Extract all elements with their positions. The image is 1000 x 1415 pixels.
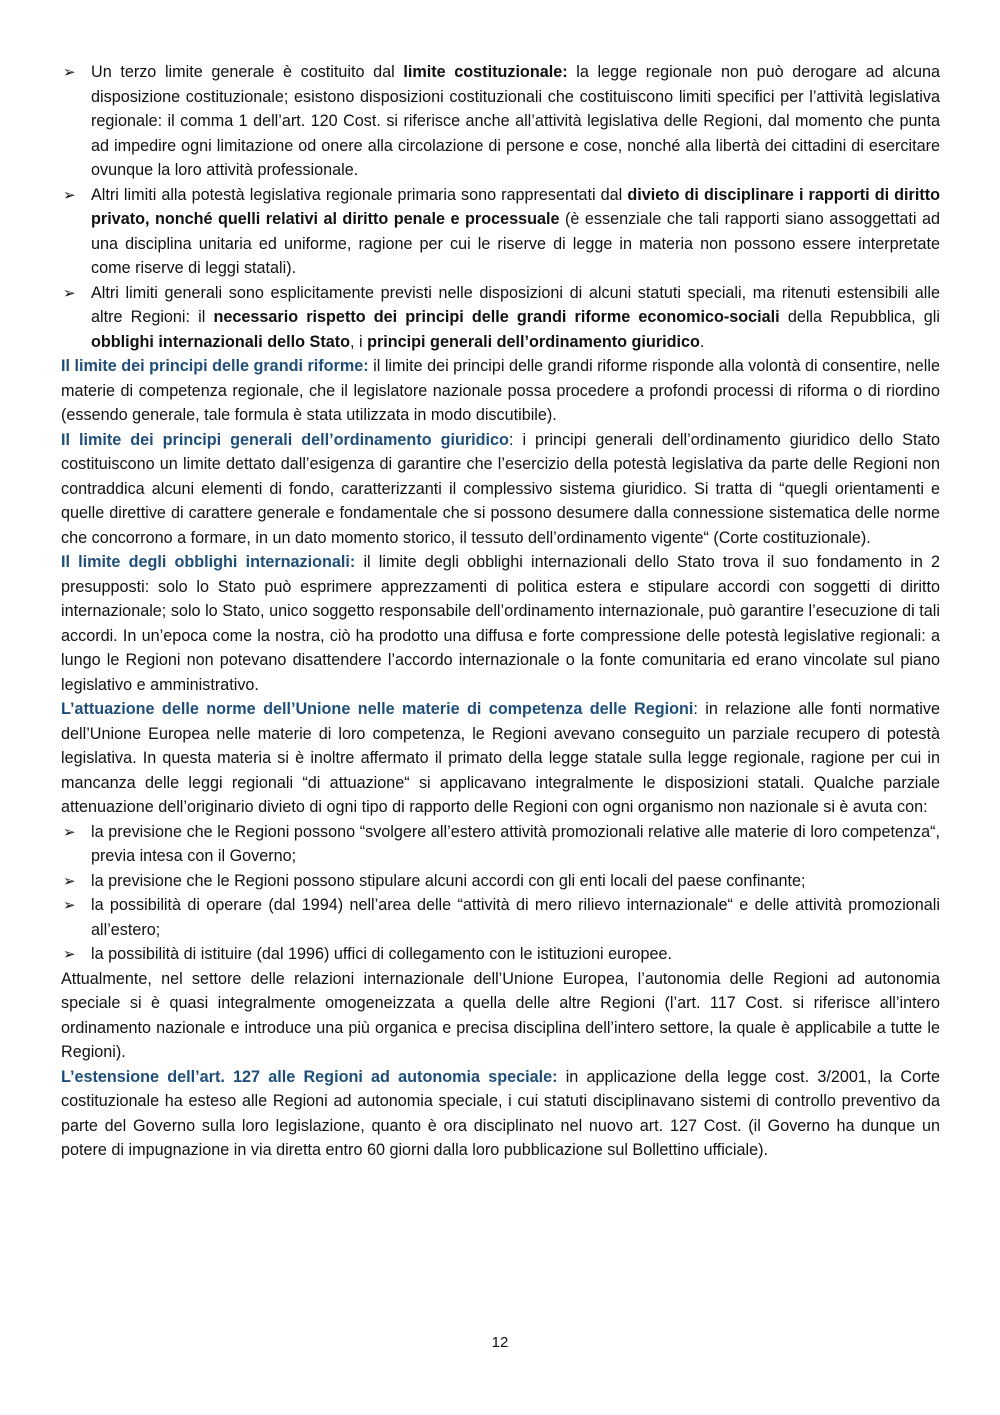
bullet-item [61, 60, 940, 183]
bullet-item [61, 869, 940, 894]
bullet-text: Altri limiti generali sono esplicitamente previsti nelle disposizioni di alcuni statuti speciali, ma ritenuti estensibili alle altre Regioni: il necessario rispetto dei principi delle grandi riforme economico-sociali della Repubblica, gli obblighi internazionali dello Stato, i principi generali dell’ordinamento giuridico. [91, 283, 940, 351]
bullet-item [61, 183, 940, 281]
section-body: il limite dei principi delle grandi riforme risponde alla volontà di consentire, nelle materie di competenza regionale, che il legislatore nazionale possa procedere a profondi processi di riforma o di riordino (essendo generale, tale formula è stata utilizzata in modo discutibile). [61, 357, 940, 424]
arrow-bullet-icon: ➢ [63, 822, 76, 841]
plain-paragraph: Attualmente, nel settore delle relazioni internazionale dell’Unione Europea, l’autonomia delle Regioni ad autonomia speciale si è quasi integralmente omogeneizzata a quella delle altre Regioni (l’art. 117 Cost. si riferisce all’intero ordinamento nazionale e introduce una più organica e precisa disciplina dell’intero settore, la quale è applicabile a tutte le Regioni). [61, 969, 940, 1061]
arrow-bullet-icon: ➢ [63, 185, 76, 204]
page-number: 12 [491, 1334, 509, 1351]
section-body: : i principi generali dell’ordinamento giuridico dello Stato costituiscono un limite dettato dall’esigenza di garantire che l’esercizio della potestà legislativa da parte delle Regioni non contraddica alcuni elementi di fondo, caratterizzanti il complessivo sistema giuridico. Si tratta di “quegli orientamenti e quelle direttive di carattere generale e fondamentale che si possono desumere dalla connessione sistematica delle norme che concorrono a formare, in un dato momento storico, il tessuto dell’ordinamento vigente“ (Corte costituzionale). [61, 430, 940, 547]
section-paragraph [61, 428, 940, 551]
section-body: il limite degli obblighi internazionali dello Stato trova il suo fondamento in 2 presupposti: solo lo Stato può esprimere apprezzamenti di politica estera e stipulare accordi con soggetti di diritto internazionale; solo lo Stato, unico soggetto responsabile dell’ordinamento internazionale, può garantire l’esecuzione di tali accordi. In un’epoca come la nostra, ciò ha prodotto una diffusa e forte compressione delle potestà legislative regionali: a lungo le Regioni non potevano disattendere l’accordo internazionale o la fonte comunitaria ed erano vincolate sul piano legislativo e amministrativo. [61, 553, 940, 694]
bullet-text: Altri limiti alla potestà legislativa regionale primaria sono rappresentati dal divieto di disciplinare i rapporti di diritto privato, nonché quelli relativi al diritto penale e processuale (è essenziale che tali rapporti siano assoggettati ad una disciplina unitaria ed uniforme, ragione per cui le riserve di legge in materia non possono essere interpretate come riserve di leggi statali). [91, 185, 940, 277]
section-heading: L’attuazione delle norme dell’Unione nelle materie di competenza delle Regioni [61, 700, 694, 718]
bullet-item [61, 942, 940, 967]
section-heading: Il limite dei principi generali dell’ordinamento giuridico [61, 430, 509, 449]
arrow-bullet-icon: ➢ [63, 283, 76, 302]
arrow-bullet-icon: ➢ [63, 896, 76, 914]
section-body: : in relazione alle fonti normative dell’Unione Europea nelle materie di loro competenza, le Regioni avevano conseguito un parziale recupero di potestà legislativa. In questa materia si è inoltre affermato il primato della legge statale sulla legge regionale, ragione per cui in mancanza delle leggi regionali “di attuazione“ si applicavano integralmente le disposizioni statali. Qualche parziale attenuazione dell’originario divieto di ogni tipo di rapporto delle Regioni con ogni organismo non nazionale si è avuta con: [61, 700, 940, 816]
section-paragraph [61, 550, 940, 697]
section-heading: L’estensione dell’art. 127 alle Regioni ad autonomia speciale: [61, 1067, 558, 1086]
bullet-text: la previsione che le Regioni possono “svolgere all’estero attività promozionali relative alle materie di loro competenza“, previa intesa con il Governo; [91, 822, 940, 865]
bullet-text: la possibilità di operare (dal 1994) nell’area delle “attività di mero rilievo internazionale“ e delle attività promozionali all’estero; [91, 896, 940, 939]
arrow-bullet-icon: ➢ [63, 871, 76, 890]
document-page [61, 60, 940, 1163]
bullet-item [61, 281, 940, 355]
section-paragraph [61, 697, 940, 820]
arrow-bullet-icon: ➢ [63, 945, 76, 963]
section-heading: Il limite dei principi delle grandi riforme: [61, 357, 369, 375]
arrow-bullet-icon: ➢ [63, 63, 76, 81]
section-paragraph [61, 354, 940, 428]
bullet-item [61, 820, 940, 869]
bullet-item [61, 893, 940, 942]
section-paragraph [61, 1065, 940, 1163]
bullet-text: la possibilità di istituire (dal 1996) uffici di collegamento con le istituzioni europee. [91, 945, 672, 963]
bullet-text: Un terzo limite generale è costituito dal limite costituzionale: la legge regionale non può derogare ad alcuna disposizione costituzionale; esistono disposizioni costituzionali che costituiscono limiti specifici per l’attività legislativa regionale: il comma 1 dell’art. 120 Cost. si riferisce anche all’attività legislativa delle Regioni, dal momento che punta ad impedire ogni limitazione od onere alla circolazione di persone e cose, nonché alla libertà dei cittadini di esercitare ovunque la loro attività professionale. [91, 63, 940, 179]
section-heading: Il limite degli obblighi internazionali: [61, 553, 356, 571]
section-body: in applicazione della legge cost. 3/2001, la Corte costituzionale ha esteso alle Regioni ad autonomia speciale, i cui statuti disciplinavano sistemi di controllo preventivo da parte del Governo sulla loro legislazione, quanto è ora disciplinato nel nuovo art. 127 Cost. (il Governo ha dunque un potere di impugnazione in via diretta entro 60 giorni dalla loro pubblicazione sul Bollettino ufficiale). [61, 1067, 940, 1159]
bullet-text: la previsione che le Regioni possono stipulare alcuni accordi con gli enti locali del paese confinante; [91, 871, 806, 890]
